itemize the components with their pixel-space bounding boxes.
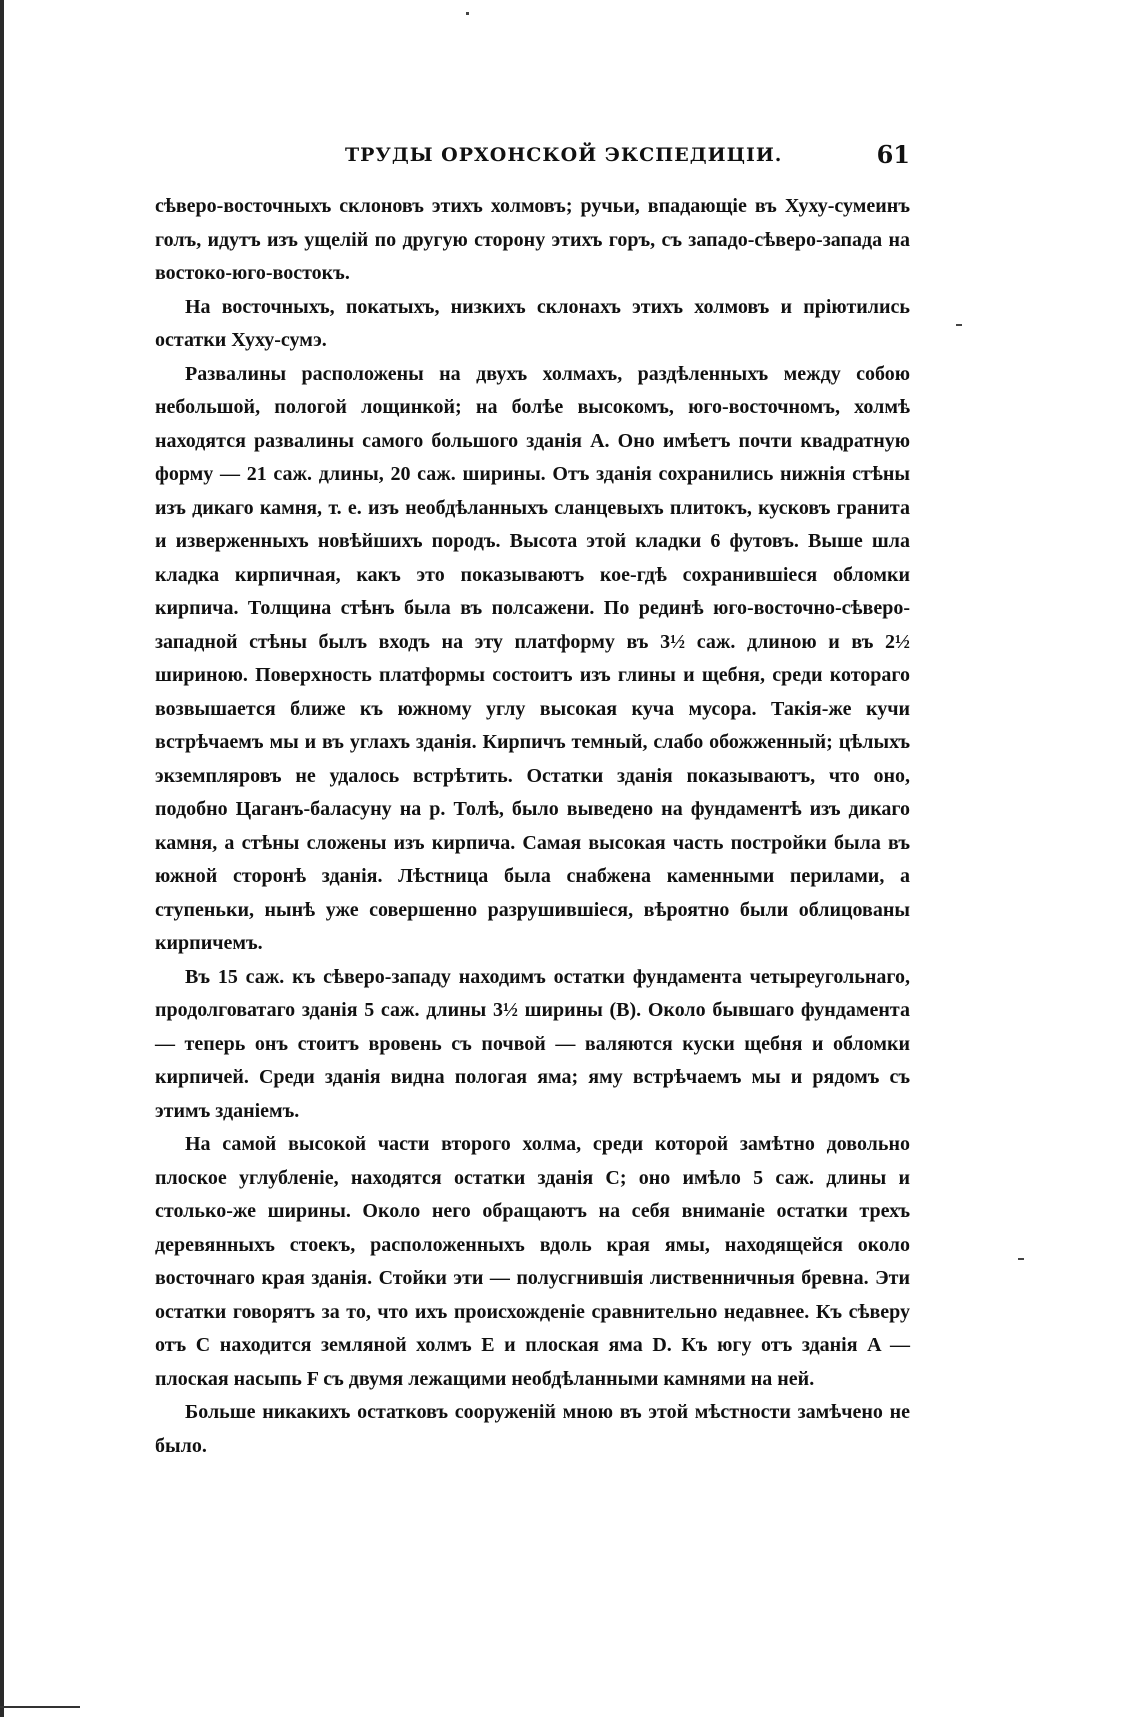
scan-speck	[956, 324, 962, 326]
running-title: ТРУДЫ ОРХОНСКОЙ ЭКСПЕДИЦІИ.	[345, 144, 783, 166]
page-header	[155, 140, 910, 176]
paragraph: Больше никакихъ остатковъ сооруженій мною въ этой мѣстности замѣчено не было.	[155, 1401, 910, 1457]
paragraph: Въ 15 саж. къ сѣверо-западу находимъ остатки фундамента четыреугольнаго, продолговатаго зданія 5 саж. длины 3½ ширины (B). Около бывшаго фундамента — теперь онъ стоитъ вровень съ почвой — валяются куски щебня и обломки кирпичей. Среди зданія видна пологая яма; яму встрѣчаемъ мы и рядомъ съ этимъ зданіемъ.	[155, 965, 910, 1122]
text-body	[155, 190, 910, 1463]
page-edge	[0, 0, 4, 1717]
scan-speck	[466, 12, 469, 15]
page-number: 61	[876, 140, 910, 169]
paragraph: Развалины расположены на двухъ холмахъ, раздѣленныхъ между собою небольшой, пологой лощинкой; на болѣе высокомъ, юго-восточномъ, холмѣ находятся развалины самого большого зданія A. Оно имѣетъ почти квадратную форму — 21 саж. длины, 20 саж. ширины. Отъ зданія сохранились нижнія стѣны изъ дикаго камня, т. е. изъ необдѣланныхъ сланцевыхъ плитокъ, кусковъ гранита и изверженныхъ новѣйшихъ породъ. Высота этой кладки 6 футовъ. Выше шла кладка кирпичная, какъ это показываютъ кое-гдѣ сохранившіеся обломки кирпича. Толщина стѣнъ была въ полсажени. По рединѣ юго-восточно-сѣверо-западной стѣны былъ входъ на эту платформу въ 3½ саж. длиною и въ 2½ шириною. Поверхность платформы состоитъ изъ глины и щебня, среди котораго возвышается ближе къ южному углу высокая куча мусора. Такія-же кучи встрѣчаемъ мы и въ углахъ зданія. Кирпичъ темный, слабо обожженный; цѣлыхъ экземпляровъ не удалось встрѣтить. Остатки зданія показываютъ, что оно, подобно Цаганъ-баласуну на р. Толѣ, было выведено на фундаментѣ изъ дикаго камня, а стѣны сложены изъ кирпича. Самая высокая часть постройки была въ южной сторонѣ зданія. Лѣстница была снабжена каменными перилами, а ступеньки, нынѣ уже совершенно разрушившіеся, вѣроятно были облицованы кирпичемъ.	[155, 362, 910, 954]
paragraph: На самой высокой части второго холма, среди которой замѣтно довольно плоское углубленіе, находятся остатки зданія C; оно имѣло 5 саж. длины и столько-же ширины. Около него обращаютъ на себя вниманіе остатки трехъ деревянныхъ стоекъ, расположенныхъ вдоль края ямы, находящейся около восточнаго края зданія. Стойки эти — полусгнившія лиственничныя бревна. Эти остатки говорятъ за то, что ихъ происхожденіе сравнительно недавнее. Къ сѣверу отъ C находится земляной холмъ E и плоская яма D. Къ югу отъ зданія A — плоская насыпь F съ двумя лежащими необдѣланными камнями на ней.	[155, 1133, 910, 1390]
page-edge-mark	[0, 1706, 80, 1708]
paragraph: сѣверо-восточныхъ склоновъ этихъ холмовъ; ручьи, впадающіе въ Хуху-сумеинъ голъ, идутъ изъ ущелій по другую сторону этихъ горъ, съ западо-сѣверо-запада на востоко-юго-востокъ.	[155, 195, 910, 284]
paragraph: На восточныхъ, покатыхъ, низкихъ склонахъ этихъ холмовъ и пріютились остатки Хуху-сумэ.	[155, 295, 910, 351]
scan-speck	[1018, 1258, 1024, 1260]
